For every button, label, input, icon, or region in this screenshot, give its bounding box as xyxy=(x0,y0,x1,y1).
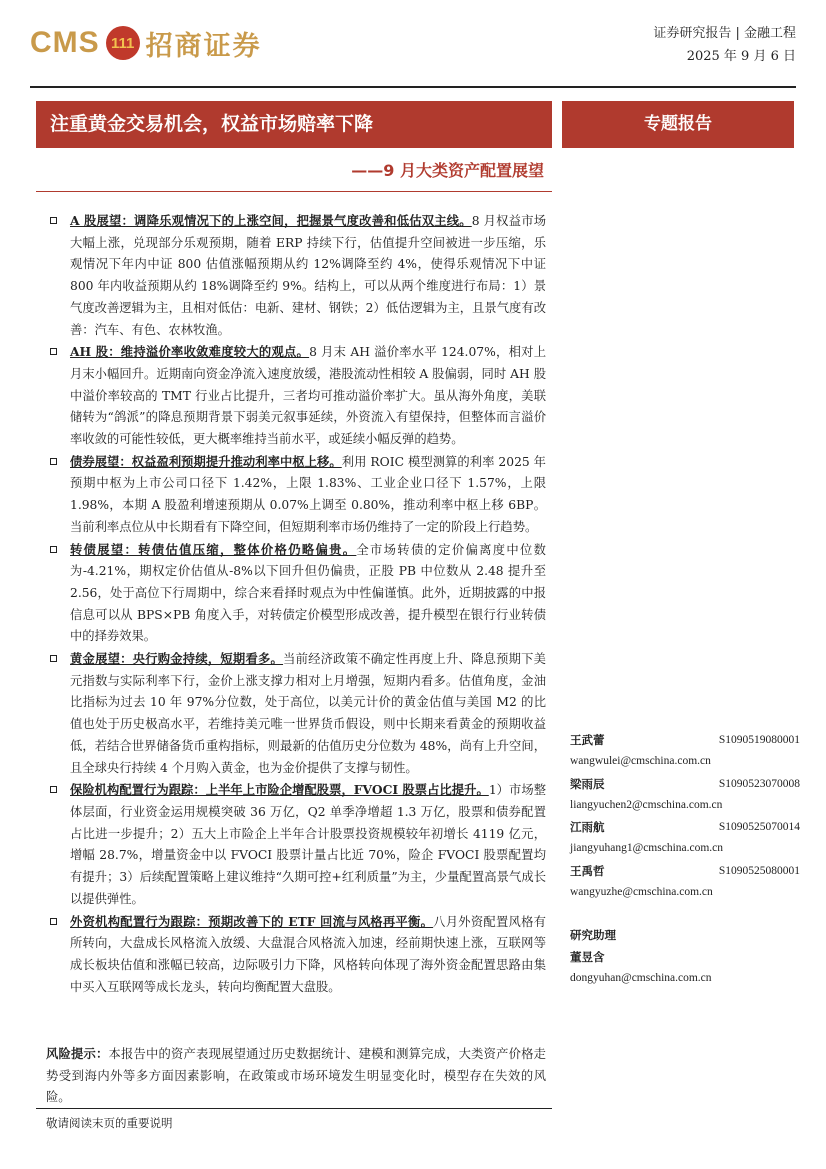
analyst-entry xyxy=(570,817,800,860)
analyst-email[interactable]: liangyuchen2@cmschina.com.cn xyxy=(570,798,723,811)
bullet-heading: 债券展望：权益盈利预期提升推动利率中枢上移。 xyxy=(70,453,342,469)
analyst-entry xyxy=(570,730,800,773)
report-category-tag: 专题报告 xyxy=(562,101,794,148)
analyst-entry xyxy=(570,774,800,817)
summary-bullet-convertible xyxy=(46,539,546,649)
footer-note: 敬请阅读末页的重要说明 xyxy=(46,1116,173,1130)
analyst-license: S1090519080001 xyxy=(718,734,800,746)
summary-bullet-gold xyxy=(46,648,546,779)
summary-bullet-insurance xyxy=(46,779,546,910)
analyst-license: S1090523070008 xyxy=(718,777,800,790)
analyst-name: 王禹哲 xyxy=(570,863,605,878)
research-assistant-email[interactable]: dongyuhan@cmschina.com.cn xyxy=(570,971,712,984)
bullet-checkbox-icon xyxy=(50,348,57,355)
analyst-license: S1090525070014 xyxy=(718,821,800,834)
bullet-text: 八月外资配置风格有所转向，大盘成长风格流入放缓、大盘混合风格流入加速，经前期快速上涨，互联网等成长板块估值和涨幅已较高，边际吸引力下降，风格转向体现了海外资金配置思路由集中买入互联网等成长龙头，转向均衡配置大盘股。 xyxy=(70,914,546,994)
bullet-checkbox-icon xyxy=(50,217,57,224)
logo-cms-text: CMS xyxy=(30,26,100,59)
analyst-email[interactable]: wangyuzhe@cmschina.com.cn xyxy=(570,886,713,899)
summary-bullet-a-share xyxy=(46,210,546,341)
analyst-entry xyxy=(570,861,800,904)
bullet-heading: 转债展望：转债估值压缩，整体价格仍略偏贵。 xyxy=(70,541,357,557)
analyst-name: 梁雨辰 xyxy=(570,776,605,791)
report-type: 证券研究报告 | 金融工程 xyxy=(653,26,796,41)
header-meta xyxy=(653,22,796,68)
company-logo xyxy=(30,22,262,64)
report-date: 2025 年 9 月 6 日 xyxy=(686,49,796,64)
logo-chinese-text: 招商证券 xyxy=(145,30,262,62)
bullet-text: 利用 ROIC 模型测算的利率 2025 年预期中枢为上市公司口径下 1.42%，上限 1.83%、工业企业口径下 1.57%，上限 1.98%，本期 A 股盈利增速预期从 0.07%上调至 0.80%，推动利率中枢上移 6BP。当前利率点位从中长期看有下降空间，但短期利率市场仍维持了一定的阶段上行趋势。 xyxy=(70,454,546,534)
bullet-heading: 外资机构配置行为跟踪：预期改善下的 ETF 回流与风格再平衡。 xyxy=(70,913,434,929)
risk-label: 风险提示： xyxy=(46,1046,109,1061)
analyst-name: 王武蕾 xyxy=(570,733,605,747)
bullet-checkbox-icon xyxy=(50,655,57,662)
analyst-panel xyxy=(570,730,800,990)
header-divider xyxy=(30,86,796,88)
analyst-email[interactable]: jiangyuhang1@cmschina.com.cn xyxy=(570,842,724,855)
bullet-heading: A 股展望：调降乐观情况下的上涨空间，把握景气度改善和低估双主线。 xyxy=(70,213,472,228)
analyst-email[interactable]: wangwulei@cmschina.com.cn xyxy=(570,755,711,768)
bullet-heading: AH 股：维持溢价率收敛难度较大的观点。 xyxy=(70,344,310,360)
bullet-heading: 黄金展望：央行购金持续，短期看多。 xyxy=(70,651,284,667)
analyst-name: 江雨航 xyxy=(570,820,605,835)
bullet-checkbox-icon xyxy=(50,918,57,925)
risk-text: 本报告中的资产表现展望通过历史数据统计、建模和测算完成，大类资产价格走势受到海内外等多方面因素影响，在政策或市场环境发生明显变化时，模型存在失效的风险。 xyxy=(46,1047,546,1105)
analyst-license: S1090525080001 xyxy=(718,864,800,877)
bullet-text: 1）市场整体层面，行业资金运用规模突破 36 万亿，Q2 单季净增超 1.3 万亿，股票和债券配置占比进一步提升；2）五大上市险企上半年合计股票投资规模较年初增长 4119 亿元，增幅 28.7%，增量资金中以 FVOCI 股票计量占比近 70%，险企 FVOCI 股票配置均有提升；3）后续配置策略上建议维持“久期可控+红利质量”为主，少量配置高景气成长以提供弹性。 xyxy=(70,783,546,906)
bullet-checkbox-icon xyxy=(50,458,57,465)
bullet-heading: 保险机构配置行为跟踪：上半年上市险企增配股票，FVOCI 股票占比提升。 xyxy=(70,782,489,798)
bullet-text: 8 月权益市场大幅上涨，兑现部分乐观预期，随着 ERP 持续下行，估值提升空间被进一步压缩，乐观情况下年内中证 800 估值涨幅预期从约 12%调降至约 4%，使得乐观情况下中证 800 年内收益预期从约 18%调降至约 9%。结构上，可以从两个维度进行布局：1）景气度改善逻辑为主，且相对低估：电新、建材、钢铁；2）低估逻辑为主，且景气度有改善：汽车、有色、农林牧渔。 xyxy=(70,214,546,337)
research-assistant-title: 研究助理 xyxy=(570,928,616,943)
report-subtitle: ——9 月大类资产配置展望 xyxy=(351,161,544,180)
research-assistant-name: 董昱含 xyxy=(570,949,605,964)
main-content xyxy=(46,210,546,998)
bullet-text: 全市场转债的定价偏离度中位数为-4.21%，期权定价估值从-8%以下回升但仍偏贵，正股 PB 中位数从 2.48 提升至 2.56，处于高位下行周期中，综合来看择时观点为中性偏谨慎。此外，近期披露的中报信息可以从 BPS×PB 角度入手，对转债定价模型形成改善，提升模型在银行行业转债中的择券效果。 xyxy=(70,542,546,644)
bullet-text: 8 月末 AH 溢价率水平 124.07%，相对上月末小幅回升。近期南向资金净流入速度放缓，港股流动性相较 A 股偏弱，同时 AH 股中溢价率较高的 TMT 行业占比提升，三者均可推动溢价率扩大。虽从海外角度，美联储转为“鸽派”的降息预期背景下弱美元叙事延续，外资流入有望保持，但整体而言溢价率收敛的可能性较低，更大概率维持当前水平，或延续小幅反弹的趋势。 xyxy=(70,345,546,447)
summary-bullet-ah-share xyxy=(46,341,546,451)
summary-bullet-foreign xyxy=(46,911,546,999)
footer-divider xyxy=(36,1108,552,1109)
bullet-checkbox-icon xyxy=(50,786,57,793)
summary-bullet-bond xyxy=(46,451,546,539)
subtitle-divider xyxy=(36,191,552,192)
logo-mark-icon: 111 xyxy=(106,26,140,60)
bullet-checkbox-icon xyxy=(50,546,57,553)
risk-warning xyxy=(46,1043,546,1109)
bullet-text: 当前经济政策不确定性再度上升、降息预期下美元指数与实际利率下行，金价上涨支撑力相对上月增强，短期内看多。估值角度，金油比指标为过去 10 年 97%分位数，处于高位，以美元计价的黄金估值与美国 M2 的比值也处于历史极高水平，若维持美元唯一世界货币假设，则中长期来看黄金的预期收益低，若结合世界储备货币重构指标，则最新的估值历史分位数为 48%，尚有上升空间，且全球央行持续 4 个月购入黄金，也为金价提供了支撑与韧性。 xyxy=(70,652,546,775)
report-title: 注重黄金交易机会，权益市场赔率下降 xyxy=(36,101,552,148)
